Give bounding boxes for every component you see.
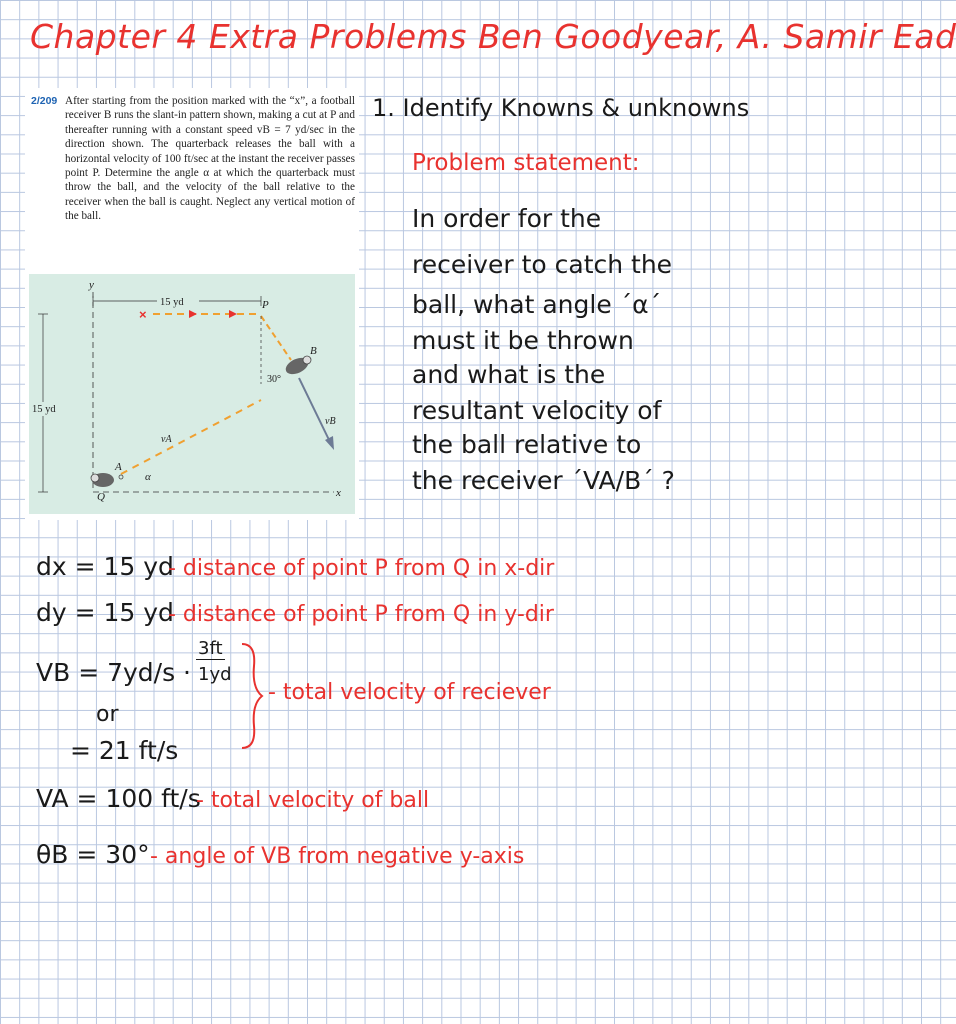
statement-line: resultant velocity of (412, 396, 662, 425)
statement-line: the receiver ´VA/B´ ? (412, 466, 675, 495)
textbook-excerpt (25, 88, 359, 520)
known-dx-value: dx = 15 yd (36, 552, 174, 581)
known-theta-value: θB = 30° (36, 840, 150, 869)
known-vb-value: VB = 7yd/s · (36, 658, 192, 687)
vb-fraction-denominator: 1yd (198, 664, 232, 685)
vB-label: vB (325, 416, 336, 427)
known-vb-description: - total velocity of reciever (268, 680, 551, 705)
problem-statement-label: Problem statement: (412, 150, 640, 176)
vb-fraction-numerator: 3ft (198, 638, 223, 659)
alpha-label: α (145, 471, 151, 483)
known-vb-converted: = 21 ft/s (70, 736, 179, 765)
point-Q-label: Q (97, 491, 105, 503)
statement-line: ball, what angle ´α´ (412, 290, 662, 319)
vA-label: vA (161, 434, 172, 445)
y-axis-label: y (89, 279, 94, 291)
problem-text: After starting from the position marked with the “x”, a football receiver B runs the slant-in pattern shown, making a cut at P and thereafter running with a constant speed vB = 7 yd/sec in the direction shown. The quarterback releases the ball with a horizontal velocity of 100 ft/sec at the instant the receiver passes point P. Determine the angle α at which the quarterback must throw the ball, and the velocity of the ball relative to the receiver when the ball is caught. Neglect any vertical motion of the ball. (65, 95, 355, 223)
statement-line: receiver to catch the (412, 250, 673, 279)
vb-brace (236, 640, 266, 752)
known-va-value: VA = 100 ft/s (36, 784, 201, 813)
receiver-path-2 (261, 316, 291, 360)
x-axis-label: x (336, 487, 341, 499)
known-theta-description: - angle of VB from negative y-axis (150, 844, 525, 869)
known-dx-description: - distance of point P from Q in x-dir (168, 556, 555, 581)
statement-line: and what is the (412, 360, 606, 389)
dim-vertical-label: 15 yd (32, 404, 56, 415)
quarterback-A-label: A (115, 461, 122, 473)
receiver-B-label: B (310, 345, 317, 357)
dim-horizontal-label: 15 yd (160, 297, 184, 308)
known-dy-value: dy = 15 yd (36, 598, 174, 627)
start-marker: × (139, 307, 147, 322)
angle-30-label: 30° (267, 374, 281, 385)
problem-number: 2/209 (31, 95, 58, 107)
statement-line: must it be thrown (412, 326, 634, 355)
statement-line: the ball relative to (412, 430, 642, 459)
vB-arrow (299, 378, 331, 444)
known-dy-description: - distance of point P from Q in y-dir (168, 602, 554, 627)
vb-or: or (96, 702, 119, 727)
step-heading: 1. Identify Knowns & unknowns (372, 94, 750, 122)
statement-line: In order for the (412, 204, 602, 233)
point-P-label: P (262, 299, 269, 311)
ball-path (121, 400, 261, 474)
page-title: Chapter 4 Extra Problems Ben Goodyear, A. Samir Ead (30, 17, 956, 56)
problem-figure (29, 274, 355, 514)
known-va-description: - total velocity of ball (196, 788, 430, 813)
